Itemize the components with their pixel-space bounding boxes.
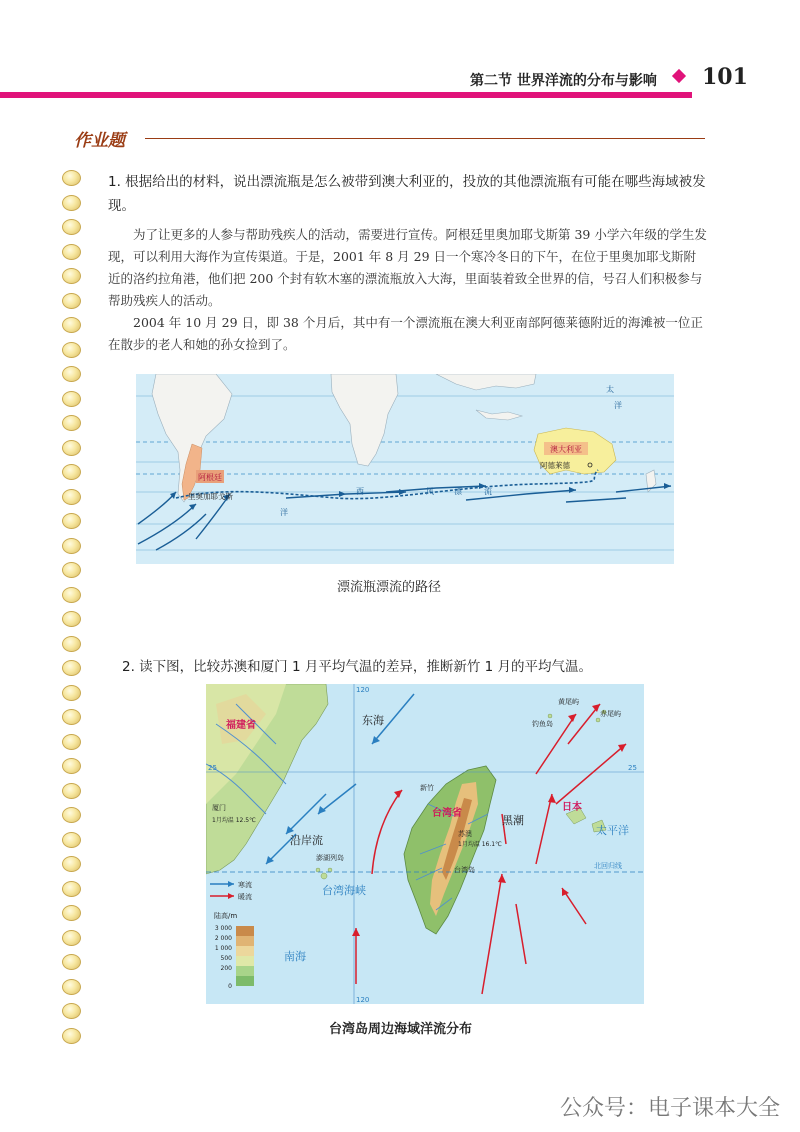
lat-label-right: 25 [628, 764, 637, 772]
rio-gallegos-label: 里奥加耶戈斯 [188, 492, 233, 501]
legend-level-5: 200 [220, 965, 232, 972]
chiwei-label: 赤尾屿 [600, 710, 621, 718]
binder-ring [62, 660, 81, 676]
ocean-char-5: 漂 [454, 487, 462, 496]
suao-label: 苏澳 [458, 830, 472, 838]
binder-ring [62, 758, 81, 774]
binder-ring [62, 856, 81, 872]
binder-ring [62, 464, 81, 480]
south-sea-label: 南海 [284, 950, 306, 963]
binder-ring [62, 293, 81, 309]
binder-ring [62, 881, 81, 897]
taiwan-island-label: 台湾岛 [454, 866, 475, 874]
xiamen-label: 厦门 [212, 804, 226, 812]
watermark-text: 公众号：电子课本大全 [559, 1096, 780, 1121]
legend-level-4: 500 [220, 955, 232, 962]
taiwan-province-label: 台湾省 [432, 808, 462, 819]
xinzhu-label: 新竹 [420, 784, 434, 792]
legend-level-3: 1 000 [214, 945, 232, 952]
taiwan-currents-map [206, 684, 644, 1004]
binder-ring [62, 587, 81, 603]
binder-ring [62, 489, 81, 505]
ocean-char-2: 洋 [614, 401, 622, 410]
legend-level-2: 2 000 [214, 935, 232, 942]
binder-ring [62, 1003, 81, 1019]
legend-cold: 寒流 [238, 881, 252, 889]
ocean-char-4: 风 [426, 487, 434, 496]
binder-ring [62, 562, 81, 578]
binder-ring [62, 636, 81, 652]
binder-rings [62, 170, 94, 1050]
binder-ring [62, 415, 81, 431]
map2-caption: 台湾岛周边海域洋流分布 [329, 1022, 473, 1037]
homework-divider [145, 138, 705, 139]
pacific-label: 太平洋 [596, 824, 629, 837]
legend-level-1: 3 000 [214, 925, 232, 932]
strait-label: 台湾海峡 [322, 884, 366, 897]
binder-ring [62, 1028, 81, 1044]
japan-label: 日本 [562, 802, 582, 813]
binder-ring [62, 391, 81, 407]
homework-title: 作业题 [74, 131, 125, 151]
penghu-label: 澎湖列岛 [316, 854, 344, 862]
lon-label-bottom: 120 [356, 996, 370, 1004]
australia-label: 澳大利亚 [550, 445, 582, 454]
ocean-char-6: 流 [484, 487, 492, 496]
binder-ring [62, 195, 81, 211]
xiamen-temp: 1月均温 12.5℃ [212, 817, 256, 824]
suao-temp: 1月均温 16.1℃ [458, 841, 502, 848]
drift-bottle-map [136, 374, 674, 564]
binder-ring [62, 268, 81, 284]
reading-passage [108, 224, 708, 356]
binder-ring [62, 930, 81, 946]
question-1: 1. 根据给出的材料，说出漂流瓶是怎么被带到澳大利亚的，投放的其他漂流瓶有可能在哪些海域被发现。 [108, 174, 706, 214]
binder-ring [62, 538, 81, 554]
kuroshio-label: 黑潮 [502, 814, 524, 827]
question-2: 2. 读下图，比较苏澳和厦门 1 月平均气温的差异，推断新竹 1 月的平均气温。 [122, 659, 593, 675]
binder-ring [62, 366, 81, 382]
lat-label-left: 25 [208, 764, 217, 772]
section-title: 第二节 世界洋流的分布与影响 [470, 73, 657, 89]
binder-ring [62, 905, 81, 921]
east-sea-label: 东海 [362, 714, 384, 727]
binder-ring [62, 979, 81, 995]
lon-label-top: 120 [356, 686, 370, 694]
legend-level-6: 0 [228, 983, 232, 990]
binder-ring [62, 783, 81, 799]
coastal-current-label: 沿岸流 [290, 834, 323, 847]
legend-warm: 暖流 [238, 893, 252, 901]
binder-ring [62, 734, 81, 750]
argentina-label: 阿根廷 [198, 473, 222, 482]
passage-paragraph-1: 为了让更多的人参与帮助残疾人的活动，需要进行宣传。阿根廷里奥加耶戈斯第 39 小学六年级的学生发现，可以利用大海作为宣传渠道。于是，2001 年 8 月 29 日一个寒冷冬日的下午，在位于里奥加耶戈斯附近的洛约拉角港，他们把 200 个封有软木塞的漂流瓶放入大海，里面装着致全世界的信，号召人们积极参与帮助残疾人的活动。 [108, 227, 707, 308]
ocean-char-3: 西 [356, 487, 364, 496]
binder-ring [62, 440, 81, 456]
binder-ring [62, 807, 81, 823]
huangwei-label: 黄尾屿 [558, 698, 579, 706]
map1-caption: 漂流瓶漂流的路径 [337, 580, 442, 595]
diamond-icon [672, 69, 686, 83]
binder-ring [62, 513, 81, 529]
diaoyu-label: 钓鱼岛 [532, 720, 553, 728]
binder-ring [62, 219, 81, 235]
header-accent-bar [0, 92, 692, 98]
binder-ring [62, 685, 81, 701]
tropic-label: 北回归线 [594, 862, 622, 870]
binder-ring [62, 244, 81, 260]
binder-ring [62, 317, 81, 333]
passage-paragraph-2: 2004 年 10 月 29 日，即 38 个月后，其中有一个漂流瓶在澳大利亚南部阿德莱德附近的海滩被一位正在散步的老人和她的孙女捡到了。 [108, 315, 703, 352]
ocean-char-7: 洋 [280, 508, 288, 517]
fujian-label: 福建省 [226, 720, 256, 731]
binder-ring [62, 954, 81, 970]
binder-ring [62, 170, 81, 186]
binder-ring [62, 709, 81, 725]
page-number: 101 [702, 64, 748, 90]
legend-elevation-title: 陆高/m [214, 912, 238, 920]
binder-ring [62, 342, 81, 358]
binder-ring [62, 611, 81, 627]
binder-ring [62, 832, 81, 848]
ocean-char-1: 太 [606, 385, 614, 394]
adelaide-label: 阿德莱德 [540, 461, 570, 470]
